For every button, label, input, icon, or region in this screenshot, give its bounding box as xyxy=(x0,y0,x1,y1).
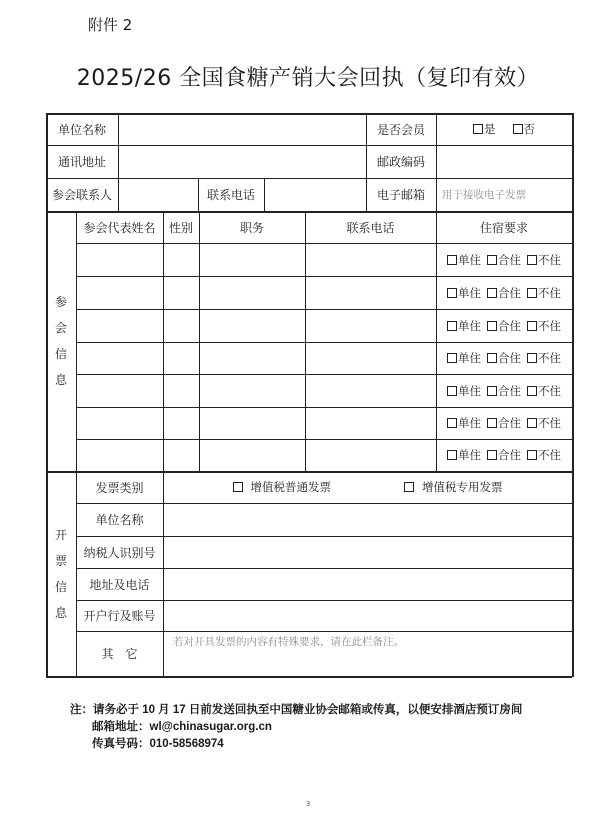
shared-room-checkbox-label: 合住 xyxy=(498,252,521,267)
address-phone-label: 地址及电话 xyxy=(89,577,150,592)
attendee-row-1-lodging xyxy=(436,243,572,276)
email-address-line: 邮箱地址：wl@chinasugar.org.cn xyxy=(92,721,272,733)
shared-room-checkbox[interactable] xyxy=(487,415,521,431)
checkbox-icon[interactable] xyxy=(447,418,457,428)
vat-special-invoice-checkbox[interactable] xyxy=(404,479,503,495)
member-options xyxy=(436,113,572,145)
name-column-header: 参会代表姓名 xyxy=(83,220,156,235)
no-room-checkbox[interactable] xyxy=(527,383,561,399)
attendee-section-label-char: 会 xyxy=(54,321,67,335)
attendee-row-2-phone-input[interactable] xyxy=(305,276,436,309)
email-input[interactable]: 用于接收电子发票 xyxy=(442,189,526,201)
checkbox-icon[interactable] xyxy=(527,353,537,363)
checkbox-icon[interactable] xyxy=(527,418,537,428)
attendee-row-7-position-input[interactable] xyxy=(199,439,305,471)
single-room-checkbox-label: 单住 xyxy=(458,448,481,462)
invoice-section-label xyxy=(46,471,76,676)
attachment-label: 附件 2 xyxy=(88,16,133,34)
vat-special-invoice-checkbox-label: 增值税专用发票 xyxy=(422,480,503,494)
attendee-row-6-lodging xyxy=(436,407,572,439)
attendee-row-4-phone-input[interactable] xyxy=(305,342,436,374)
checkbox-icon[interactable] xyxy=(404,482,414,492)
no-room-checkbox[interactable] xyxy=(527,415,561,431)
member-yes-checkbox-label: 是 xyxy=(484,122,496,136)
checkbox-icon[interactable] xyxy=(447,450,457,460)
phone-label: 联系电话 xyxy=(206,188,255,202)
vat-normal-invoice-checkbox-label: 增值税普通发票 xyxy=(250,480,331,494)
checkbox-icon[interactable] xyxy=(447,353,457,363)
attendee-row-4-gender-input[interactable] xyxy=(163,342,199,374)
attendee-section-label-char: 息 xyxy=(54,373,67,387)
gender-column-header: 性别 xyxy=(168,220,193,235)
invoice-unit-name-input[interactable] xyxy=(163,503,572,536)
other-label: 其 它 xyxy=(101,647,138,661)
shared-room-checkbox-label: 合住 xyxy=(498,416,521,430)
taxpayer-id-label: 纳税人识别号 xyxy=(83,545,156,560)
deadline-note: 注：请务必于 10 月 17 日前发送回执至中国糖业协会邮箱或传真，以便安排酒店预订房间 xyxy=(70,704,523,716)
attendee-row-7-gender-input[interactable] xyxy=(163,439,199,471)
unit-name-input[interactable] xyxy=(118,113,366,145)
checkbox-icon[interactable] xyxy=(447,255,457,265)
checkbox-icon[interactable] xyxy=(447,386,457,396)
single-room-checkbox[interactable] xyxy=(447,383,481,399)
attendee-row-6-gender-input[interactable] xyxy=(163,407,199,439)
postcode-input[interactable] xyxy=(436,145,572,178)
checkbox-icon[interactable] xyxy=(513,124,523,134)
checkbox-icon[interactable] xyxy=(487,386,497,396)
attendee-section-label-char: 信 xyxy=(54,347,67,361)
invoice-section-label-char: 信 xyxy=(54,579,67,594)
invoice-type-label: 发票类别 xyxy=(95,480,144,495)
invoice-section-label-char: 票 xyxy=(54,553,67,568)
single-room-checkbox[interactable] xyxy=(447,285,481,301)
address-input[interactable] xyxy=(118,145,366,178)
attendee-row-7-name-input[interactable] xyxy=(76,439,163,471)
position-column-header: 职务 xyxy=(239,220,264,235)
no-room-checkbox[interactable] xyxy=(527,252,561,268)
no-room-checkbox-label: 不住 xyxy=(538,416,561,430)
single-room-checkbox-label: 单住 xyxy=(458,351,481,365)
email-label: 电子邮箱 xyxy=(376,188,425,202)
shared-room-checkbox-label: 合住 xyxy=(498,448,521,462)
attendee-row-5-gender-input[interactable] xyxy=(163,374,199,407)
checkbox-icon[interactable] xyxy=(487,255,497,265)
attendee-row-3-name-input[interactable] xyxy=(76,309,163,342)
shared-room-checkbox-label: 合住 xyxy=(498,351,521,365)
checkbox-icon[interactable] xyxy=(473,124,483,134)
attendee-row-2-position-input[interactable] xyxy=(199,276,305,309)
single-room-checkbox-label: 单住 xyxy=(458,252,481,267)
member-no-checkbox[interactable] xyxy=(513,121,536,137)
shared-room-checkbox[interactable] xyxy=(487,383,521,399)
lodging-column-header: 住宿要求 xyxy=(479,220,528,235)
shared-room-checkbox[interactable] xyxy=(487,447,521,463)
footer-note xyxy=(70,702,522,753)
address-phone-input[interactable] xyxy=(163,568,572,600)
phone-input[interactable] xyxy=(264,178,366,211)
shared-room-checkbox-label: 合住 xyxy=(498,318,521,333)
checkbox-icon[interactable] xyxy=(447,321,457,331)
single-room-checkbox[interactable] xyxy=(447,447,481,463)
single-room-checkbox[interactable] xyxy=(447,350,481,366)
checkbox-icon[interactable] xyxy=(487,353,497,363)
vat-normal-invoice-checkbox[interactable] xyxy=(233,479,332,495)
checkbox-icon[interactable] xyxy=(487,418,497,428)
checkbox-icon[interactable] xyxy=(447,288,457,298)
shared-room-checkbox-label: 合住 xyxy=(498,383,521,398)
invoice-section-label-char: 开 xyxy=(54,527,67,542)
attendee-row-1-gender-input[interactable] xyxy=(163,243,199,276)
attendee-row-4-lodging xyxy=(436,342,572,374)
no-room-checkbox-label: 不住 xyxy=(538,383,561,398)
attendee-row-2-gender-input[interactable] xyxy=(163,276,199,309)
attendee-row-1-phone-input[interactable] xyxy=(305,243,436,276)
checkbox-icon[interactable] xyxy=(527,450,537,460)
invoice-section-label-char: 息 xyxy=(54,605,67,620)
single-room-checkbox[interactable] xyxy=(447,318,481,334)
checkbox-icon[interactable] xyxy=(527,288,537,298)
shared-room-checkbox[interactable] xyxy=(487,350,521,366)
other-remarks-input[interactable]: 若对开具发票的内容有特殊要求，请在此栏备注。 xyxy=(173,636,404,648)
table-rule xyxy=(572,113,574,677)
checkbox-icon[interactable] xyxy=(527,386,537,396)
fax-number-line: 传真号码：010-58568974 xyxy=(92,738,224,750)
single-room-checkbox[interactable] xyxy=(447,252,481,268)
attendee-section-label-char: 参 xyxy=(54,295,67,309)
checkbox-icon[interactable] xyxy=(233,482,243,492)
contact-input[interactable] xyxy=(118,178,198,211)
attendee-row-7-lodging xyxy=(436,439,572,471)
checkbox-icon[interactable] xyxy=(527,321,537,331)
attendee-row-3-phone-input[interactable] xyxy=(305,309,436,342)
address-label: 通讯地址 xyxy=(57,155,106,169)
attendee-row-6-position-input[interactable] xyxy=(199,407,305,439)
page-number: 3 xyxy=(305,800,311,808)
shared-room-checkbox-label: 合住 xyxy=(498,285,521,300)
single-room-checkbox-label: 单住 xyxy=(458,285,481,300)
attendee-row-6-phone-input[interactable] xyxy=(305,407,436,439)
checkbox-icon[interactable] xyxy=(487,450,497,460)
phone-column-header: 联系电话 xyxy=(346,220,395,235)
attendee-row-3-lodging xyxy=(436,309,572,342)
attendee-row-4-position-input[interactable] xyxy=(199,342,305,374)
no-room-checkbox[interactable] xyxy=(527,318,561,334)
no-room-checkbox-label: 不住 xyxy=(538,318,561,333)
member-no-checkbox-label: 否 xyxy=(523,122,535,136)
attendee-row-5-name-input[interactable] xyxy=(76,374,163,407)
single-room-checkbox-label: 单住 xyxy=(458,383,481,398)
page-title: 2025/26 全国食糖产销大会回执（复印有效） xyxy=(76,66,540,91)
no-room-checkbox-label: 不住 xyxy=(538,351,561,365)
single-room-checkbox[interactable] xyxy=(447,415,481,431)
attendee-row-7-phone-input[interactable] xyxy=(305,439,436,471)
single-room-checkbox-label: 单住 xyxy=(458,318,481,333)
member-yes-checkbox[interactable] xyxy=(473,121,496,137)
postcode-label: 邮政编码 xyxy=(376,155,425,169)
bank-account-input[interactable] xyxy=(163,600,572,631)
attendee-row-2-name-input[interactable] xyxy=(76,276,163,309)
invoice-unit-name-label: 单位名称 xyxy=(95,513,144,527)
taxpayer-id-input[interactable] xyxy=(163,536,572,568)
no-room-checkbox[interactable] xyxy=(527,350,561,366)
checkbox-icon[interactable] xyxy=(527,255,537,265)
bank-account-label: 开户行及账号 xyxy=(83,609,156,623)
attendee-row-1-position-input[interactable] xyxy=(199,243,305,276)
attendee-row-5-position-input[interactable] xyxy=(199,374,305,407)
no-room-checkbox-label: 不住 xyxy=(538,252,561,267)
table-rule xyxy=(46,676,572,678)
unit-name-label: 单位名称 xyxy=(57,122,106,137)
no-room-checkbox-label: 不住 xyxy=(538,285,561,300)
attendee-row-5-phone-input[interactable] xyxy=(305,374,436,407)
invoice-type-options xyxy=(163,471,572,503)
attendee-row-2-lodging xyxy=(436,276,572,309)
shared-room-checkbox[interactable] xyxy=(487,252,521,268)
attendee-row-4-name-input[interactable] xyxy=(76,342,163,374)
shared-room-checkbox[interactable] xyxy=(487,318,521,334)
contact-label: 参会联系人 xyxy=(51,188,112,202)
attendee-row-5-lodging xyxy=(436,374,572,407)
attendee-row-3-position-input[interactable] xyxy=(199,309,305,342)
shared-room-checkbox[interactable] xyxy=(487,285,521,301)
no-room-checkbox[interactable] xyxy=(527,447,561,463)
attendee-row-1-name-input[interactable] xyxy=(76,243,163,276)
attendee-section-label xyxy=(46,211,76,471)
no-room-checkbox[interactable] xyxy=(527,285,561,301)
single-room-checkbox-label: 单住 xyxy=(458,416,481,430)
no-room-checkbox-label: 不住 xyxy=(538,448,561,462)
checkbox-icon[interactable] xyxy=(487,321,497,331)
attendee-row-3-gender-input[interactable] xyxy=(163,309,199,342)
checkbox-icon[interactable] xyxy=(487,288,497,298)
is-member-label: 是否会员 xyxy=(376,122,425,137)
attendee-row-6-name-input[interactable] xyxy=(76,407,163,439)
